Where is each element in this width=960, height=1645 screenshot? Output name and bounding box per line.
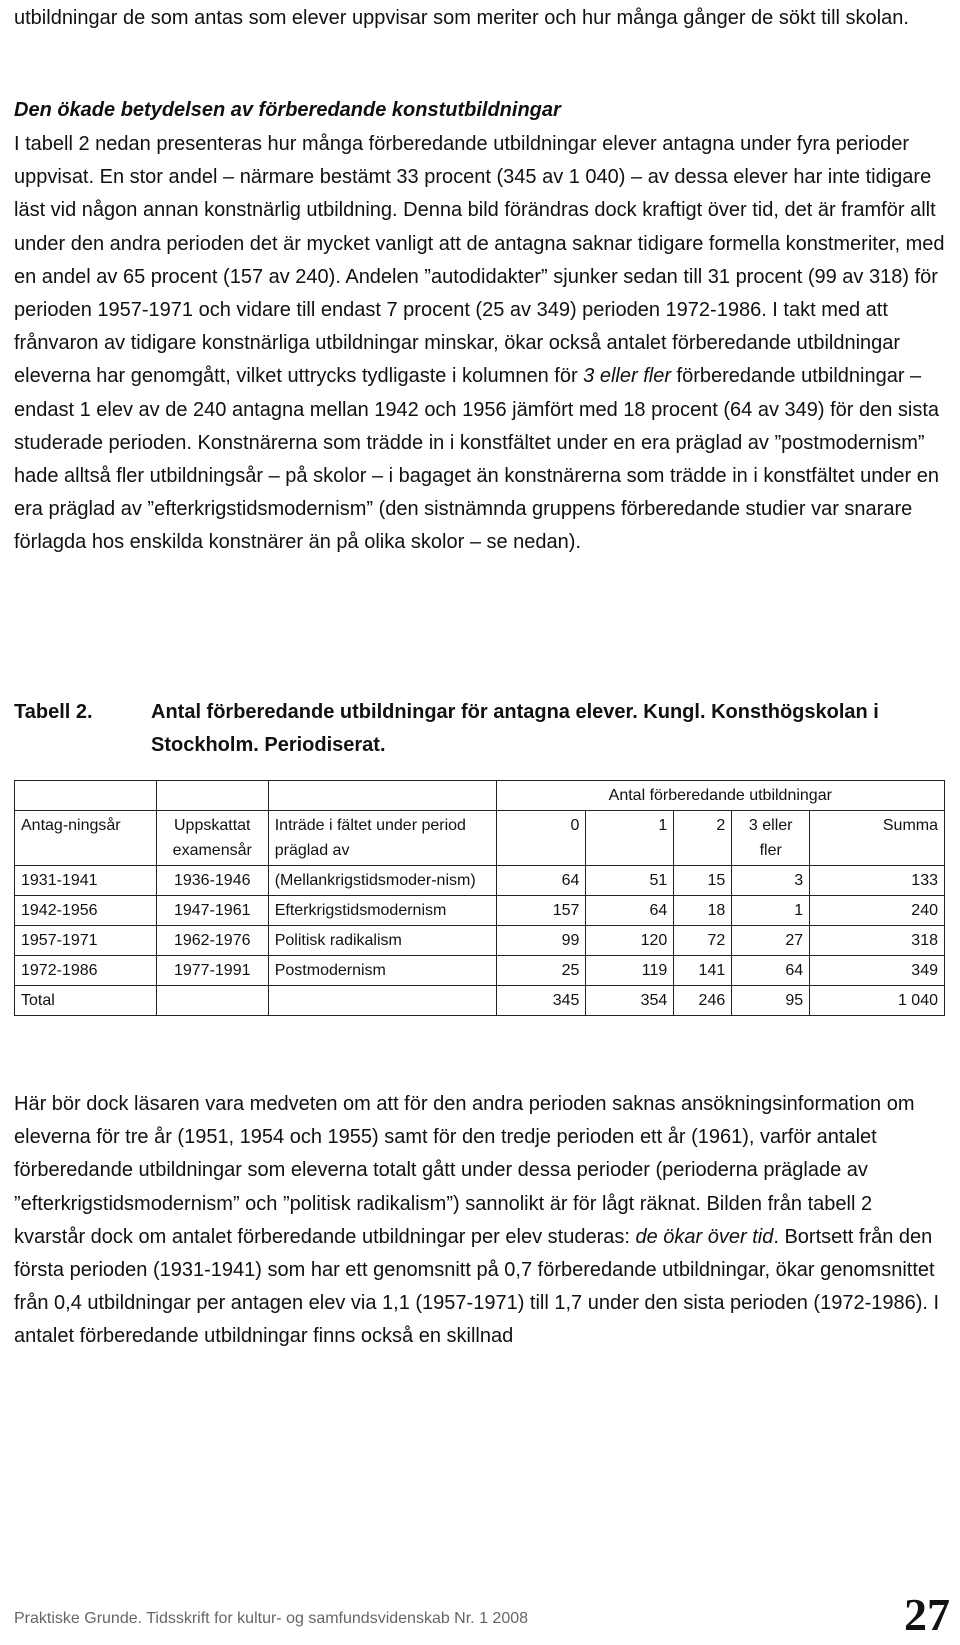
table-row <box>15 956 945 986</box>
table-cell: 1936-1946 <box>156 866 268 896</box>
header-cell: Inträde i fältet under period präglad av <box>268 811 496 866</box>
header-cell: 0 <box>496 811 586 866</box>
table-row <box>15 926 945 956</box>
table-caption-text: Antal förberedande utbildningar för antagna elever. Kungl. Konsthögskolan i Stockholm. Periodiserat. <box>151 701 879 756</box>
table-cell: 15 <box>674 866 732 896</box>
table-cell: 99 <box>496 926 586 956</box>
data-table <box>14 780 945 1016</box>
table-group-header: Antal förberedande utbildningar <box>496 781 944 811</box>
table-cell: 1957-1971 <box>15 926 157 956</box>
intro-continuation: utbildningar de som antas som elever uppvisar som meriter och hur många gånger de sökt till skolan. <box>14 7 909 29</box>
header-cell: 2 <box>674 811 732 866</box>
table-cell: 27 <box>732 926 810 956</box>
table-cell: 345 <box>496 986 586 1016</box>
table-cell: 157 <box>496 896 586 926</box>
table-cell: 72 <box>674 926 732 956</box>
table-total-row <box>15 986 945 1016</box>
table-cell: 354 <box>586 986 674 1016</box>
table-cell: 3 <box>732 866 810 896</box>
table-cell <box>156 986 268 1016</box>
table-cell: 119 <box>586 956 674 986</box>
header-cell: Uppskattat examensår <box>156 811 268 866</box>
table-cell: 64 <box>496 866 586 896</box>
header-cell: Antag-ningsår <box>15 811 157 866</box>
table-cell: (Mellankrigstidsmoder-nism) <box>268 866 496 896</box>
table-cell: 1962-1976 <box>156 926 268 956</box>
paragraph-2-text-b: . Bortsett från den första perioden (1931-1941) som har ett genomsnitt på 0,7 förberedande utbildningar, ökar genomsnittet från 0,4 utbildningar per antagen elev via 1,1 (1957-1971) till 1,7 under den sista perioden (1972-1986). I antalet förberedande utbildningar finns också en skillnad <box>14 1225 940 1348</box>
table-cell: 240 <box>810 896 945 926</box>
paragraph-1-text-a: I tabell 2 nedan presenteras hur många förberedande utbildningar elever antagna under fyra perioder uppvisat. En stor andel – närmare bestämt 33 procent (345 av 1 040) – av dessa elever har inte tidigare läst vid någon annan konstnärlig utbildning. Denna bild förändras dock kraftigt över tid, det är framför allt under den andra perioden det är mycket vanligt att de antagna saknar tidigare formella konstmeriter, med en andel av 65 procent (157 av 240). Andelen ”autodidakter” sjunker sedan till 31 procent (99 av 318) för perioden 1957-1971 och vidare till endast 7 procent (25 av 349) perioden 1972-1986. I takt med att frånvaron av tidigare konstnärliga utbildningar minskar, ökar också antalet förberedande utbildningar eleverna har genomgått, vilket uttrycks tydligaste i kolumnen för <box>14 133 945 388</box>
table-cell: 141 <box>674 956 732 986</box>
page-number: 27 <box>904 1589 950 1640</box>
table-cell: Efterkrigstidsmodernism <box>268 896 496 926</box>
table-cell: Total <box>15 986 157 1016</box>
table-row <box>15 866 945 896</box>
table-cell: 318 <box>810 926 945 956</box>
table-cell: Postmodernism <box>268 956 496 986</box>
table-cell: 64 <box>732 956 810 986</box>
header-cell: 1 <box>586 811 674 866</box>
header-cell: 3 eller fler <box>732 811 810 866</box>
paragraph-2-text-a: Här bör dock läsaren vara medveten om att för den andra perioden saknas ansökningsinformation om eleverna för tre år (1951, 1954 och 1955) samt för den tredje perioden ett år (1961), varför antalet förberedande utbildningar som eleverna totalt gått under dessa perioder (perioderna präglade av ”efterkrigstidsmodernism” och ”politisk radikalism”) sannolikt är för lågt räknat. Bilden från tabell 2 kvarstår dock om antalet förberedande utbildningar per elev studeras: <box>14 1093 915 1248</box>
table-cell: 1931-1941 <box>15 866 157 896</box>
table-group-header-row <box>15 781 945 811</box>
table-cell: 133 <box>810 866 945 896</box>
table-cell: 18 <box>674 896 732 926</box>
body-paragraph-2 <box>14 1088 946 1354</box>
table-header-row <box>15 811 945 866</box>
table-cell: 95 <box>732 986 810 1016</box>
paragraph-1-text-b: förberedande utbildningar – endast 1 elev av de 240 antagna mellan 1942 och 1956 jämfört med 18 procent (64 av 349) för den sista studerade perioden. Konstnärerna som trädde in i konstfältet under en era präglad av ”postmodernism” hade alltså fler utbildningsår – på skolor – i bagaget än konstnärerna som trädde in i konstfältet under en era präglad av ”efterkrigstidsmodernism” (den sistnämnda gruppens förberedande studier var snarare förlagda hos enskilda konstnärer än på olika skolor – se nedan). <box>14 365 940 554</box>
table-cell: 1 <box>732 896 810 926</box>
paragraph-1-emphasis: 3 eller fler <box>583 365 671 388</box>
section-heading: Den ökade betydelsen av förberedande konstutbildningar <box>14 99 561 121</box>
table-cell: 1972-1986 <box>15 956 157 986</box>
table-cell: 1 040 <box>810 986 945 1016</box>
paragraph-2-emphasis: de ökar över tid <box>635 1225 774 1248</box>
table-cell: 64 <box>586 896 674 926</box>
table-cell: 25 <box>496 956 586 986</box>
table-cell: 1947-1961 <box>156 896 268 926</box>
table-cell: 51 <box>586 866 674 896</box>
body-paragraph-1 <box>14 128 946 560</box>
table-cell: 349 <box>810 956 945 986</box>
table-row <box>15 896 945 926</box>
table-cell: 120 <box>586 926 674 956</box>
table-cell: Politisk radikalism <box>268 926 496 956</box>
table-caption-label: Tabell 2. <box>14 701 93 723</box>
table-cell <box>268 986 496 1016</box>
journal-footer: Praktiske Grunde. Tidsskrift for kultur- og samfundsvidenskab Nr. 1 2008 <box>14 1610 529 1627</box>
table-cell: 1942-1956 <box>15 896 157 926</box>
table-cell: 246 <box>674 986 732 1016</box>
table-cell: 1977-1991 <box>156 956 268 986</box>
header-cell: Summa <box>810 811 945 866</box>
